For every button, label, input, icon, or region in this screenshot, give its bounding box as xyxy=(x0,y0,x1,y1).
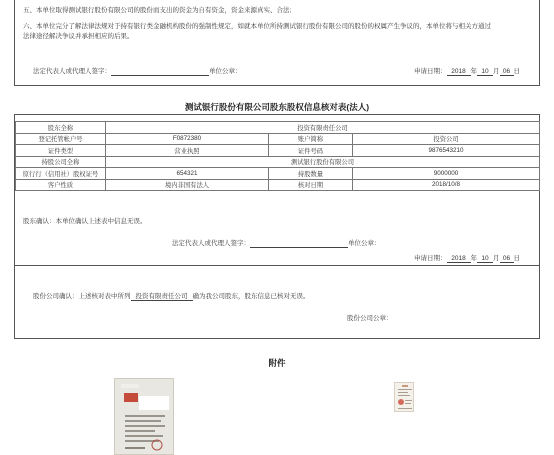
attachment-document-1[interactable] xyxy=(114,378,174,455)
cert-no-value: 9876543210 xyxy=(353,145,540,157)
table-row xyxy=(16,133,540,145)
client-nature-label: 客户性质 xyxy=(16,179,106,191)
cert-type-value: 营业执照 xyxy=(106,145,269,157)
day-unit: 日 xyxy=(513,68,520,75)
declaration-panel xyxy=(14,0,540,86)
date-month[interactable]: 10 xyxy=(477,68,493,76)
holding-name-value: 测试银行股份有限公司 xyxy=(106,156,540,168)
attachment-document-2[interactable] xyxy=(394,382,414,412)
company-seal-label: 股份公司公章： xyxy=(347,315,393,322)
form-date-label: 申请日期： xyxy=(414,255,447,262)
holding-name-label: 持股公司全称 xyxy=(16,156,106,168)
signature-row xyxy=(33,66,242,76)
custody-account-label: 登记托管帐户号 xyxy=(16,133,106,145)
company-confirm-name: 投资有限责任公司 xyxy=(131,291,193,301)
form-title: 测试银行股份有限公司股东股权信息核对表(法人) xyxy=(184,102,370,112)
company-confirm-panel xyxy=(14,266,540,339)
original-cert-label: 原行行（信用社）股权证号 xyxy=(16,168,106,180)
form-signature-row xyxy=(172,238,381,248)
account-abbr-label: 账户简称 xyxy=(269,133,353,145)
custody-account-value: F0872380 xyxy=(106,133,269,145)
shares-label: 持股数量 xyxy=(269,168,353,180)
seal-label: 单位公章： xyxy=(209,68,242,75)
client-nature-value: 境内非国有法人 xyxy=(106,179,269,191)
date-year[interactable]: 2018 xyxy=(447,68,471,76)
original-cert-value: 654321 xyxy=(106,168,269,180)
table-row xyxy=(16,122,540,134)
clause-6-line1: 六、本单位完分了解法律法规对于持有银行类金融机构股份的强制性规定，如就本单位所持测试银行股份有限公司的股份的权属产生争议的，本单位将与相关方通过 xyxy=(23,23,491,30)
table-row xyxy=(16,156,540,168)
form-date-year[interactable]: 2018 xyxy=(447,255,471,263)
clause-6-line2: 法律途径解决争议并承担相应的后果。 xyxy=(23,33,134,40)
shareholder-name-value: 投资有限责任公司 xyxy=(106,122,540,134)
shareholder-confirm: 股东确认：本单位确认上述表中信息无误。 xyxy=(23,218,147,225)
form-sign-label: 法定代表人或代理人签字： xyxy=(172,240,250,247)
check-date-label: 核对日期 xyxy=(269,179,353,191)
sign-label: 法定代表人或代理人签字： xyxy=(33,68,111,75)
form-seal-label: 单位公章： xyxy=(348,240,381,247)
document-scan-image xyxy=(115,379,174,455)
company-confirm xyxy=(33,291,310,301)
form-apply-date xyxy=(414,253,520,263)
company-confirm-suffix: 确为我公司股东，股东信息已核对无误。 xyxy=(192,293,310,300)
form-month-unit: 月 xyxy=(493,255,500,262)
table-row xyxy=(16,168,540,180)
verification-form xyxy=(14,114,540,266)
date-label: 申请日期： xyxy=(414,68,447,75)
year-unit: 年 xyxy=(470,68,477,75)
account-abbr-value: 投资公司 xyxy=(353,133,540,145)
info-table xyxy=(15,121,540,191)
cert-type-label: 证件类型 xyxy=(16,145,106,157)
check-date-value: 2018/10/8 xyxy=(353,179,540,191)
form-date-day[interactable]: 06 xyxy=(500,255,514,263)
shares-value: 9000000 xyxy=(353,168,540,180)
shareholder-name-label: 股东全称 xyxy=(16,122,106,134)
table-row xyxy=(16,145,540,157)
company-confirm-prefix: 股份公司确认：上述核对表中所列 xyxy=(33,293,131,300)
form-year-unit: 年 xyxy=(470,255,477,262)
apply-date xyxy=(414,66,520,76)
attachments-title: 附件 xyxy=(268,358,286,368)
license-scan-image xyxy=(395,383,414,412)
cert-no-label: 证件号码 xyxy=(269,145,353,157)
form-date-month[interactable]: 10 xyxy=(477,255,493,263)
clause-5: 五、本单位取得测试银行股份有限公司的股份而支出的资金为自有资金，资金来源真实、合法; xyxy=(23,7,292,14)
signature-line[interactable] xyxy=(111,68,209,76)
month-unit: 月 xyxy=(493,68,500,75)
table-row xyxy=(16,179,540,191)
form-day-unit: 日 xyxy=(513,255,520,262)
form-signature-line[interactable] xyxy=(250,240,348,248)
date-day[interactable]: 06 xyxy=(500,68,514,76)
